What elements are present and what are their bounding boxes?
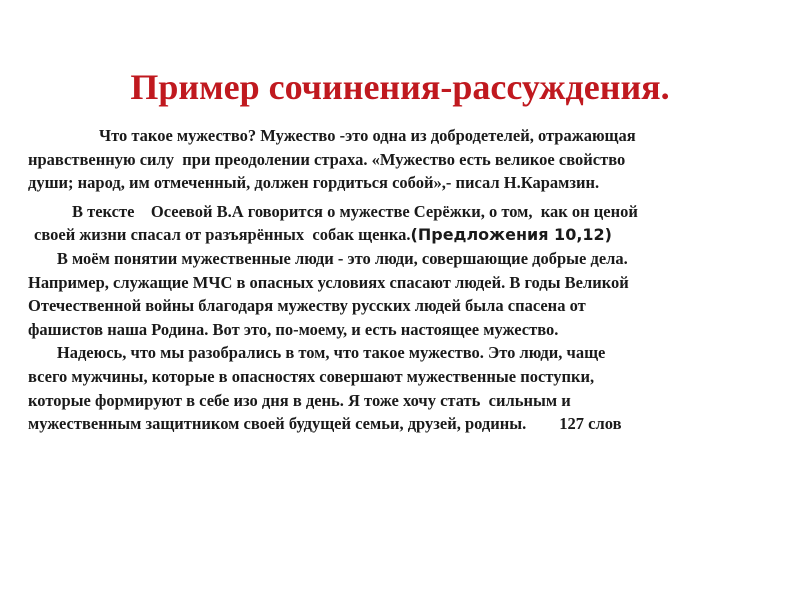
text-line: которые формируют в себе изо дня в день. Я тоже хочу стать сильным и [28, 390, 571, 410]
text-line: В тексте Осеевой В.А говорится о мужестве Серёжки, о том, как он ценой [72, 201, 638, 221]
slide-title: Пример сочинения-рассуждения. [130, 67, 670, 107]
paragraph-argument-text [28, 200, 773, 247]
text-line: Например, служащие МЧС в опасных условиях спасают людей. В годы Великой [28, 272, 629, 292]
paragraph-intro [28, 124, 773, 195]
text-line: Надеюсь, что мы разобрались в том, что такое мужество. Это люди, чаще [28, 343, 606, 363]
text-line: В моём понятии мужественные люди - это люди, совершающие добрые дела. [28, 248, 628, 268]
text-line: Что такое мужество? Мужество -это одна из добродетелей, отражающая [66, 126, 636, 145]
text-line: всего мужчины, которые в опасностях совершают мужественные поступки, [28, 366, 595, 386]
sentence-reference: (Предложения 10,12) [410, 225, 612, 245]
text-line: нравственную силу при преодолении страха. «Мужество есть великое свойство [28, 149, 626, 169]
text-fragment: своей жизни спасал от разъярённых собак щенка. [34, 225, 411, 245]
text-line: души; народ, им отмеченный, должен гордиться собой»,- писал Н.Карамзин. [28, 173, 600, 193]
text-line: фашистов наша Родина. Вот это, по-моему, и есть настоящее мужество. [28, 319, 559, 339]
text-line: Отечественной войны благодаря мужеству русских людей была спасена от [28, 296, 586, 316]
essay-text [28, 124, 773, 436]
paragraph-conclusion [28, 341, 773, 435]
paragraph-argument-life [28, 247, 773, 341]
text-line: мужественным защитником своей будущей семьи, друзей, родины. 127 слов [28, 414, 622, 434]
text-line [28, 223, 773, 247]
